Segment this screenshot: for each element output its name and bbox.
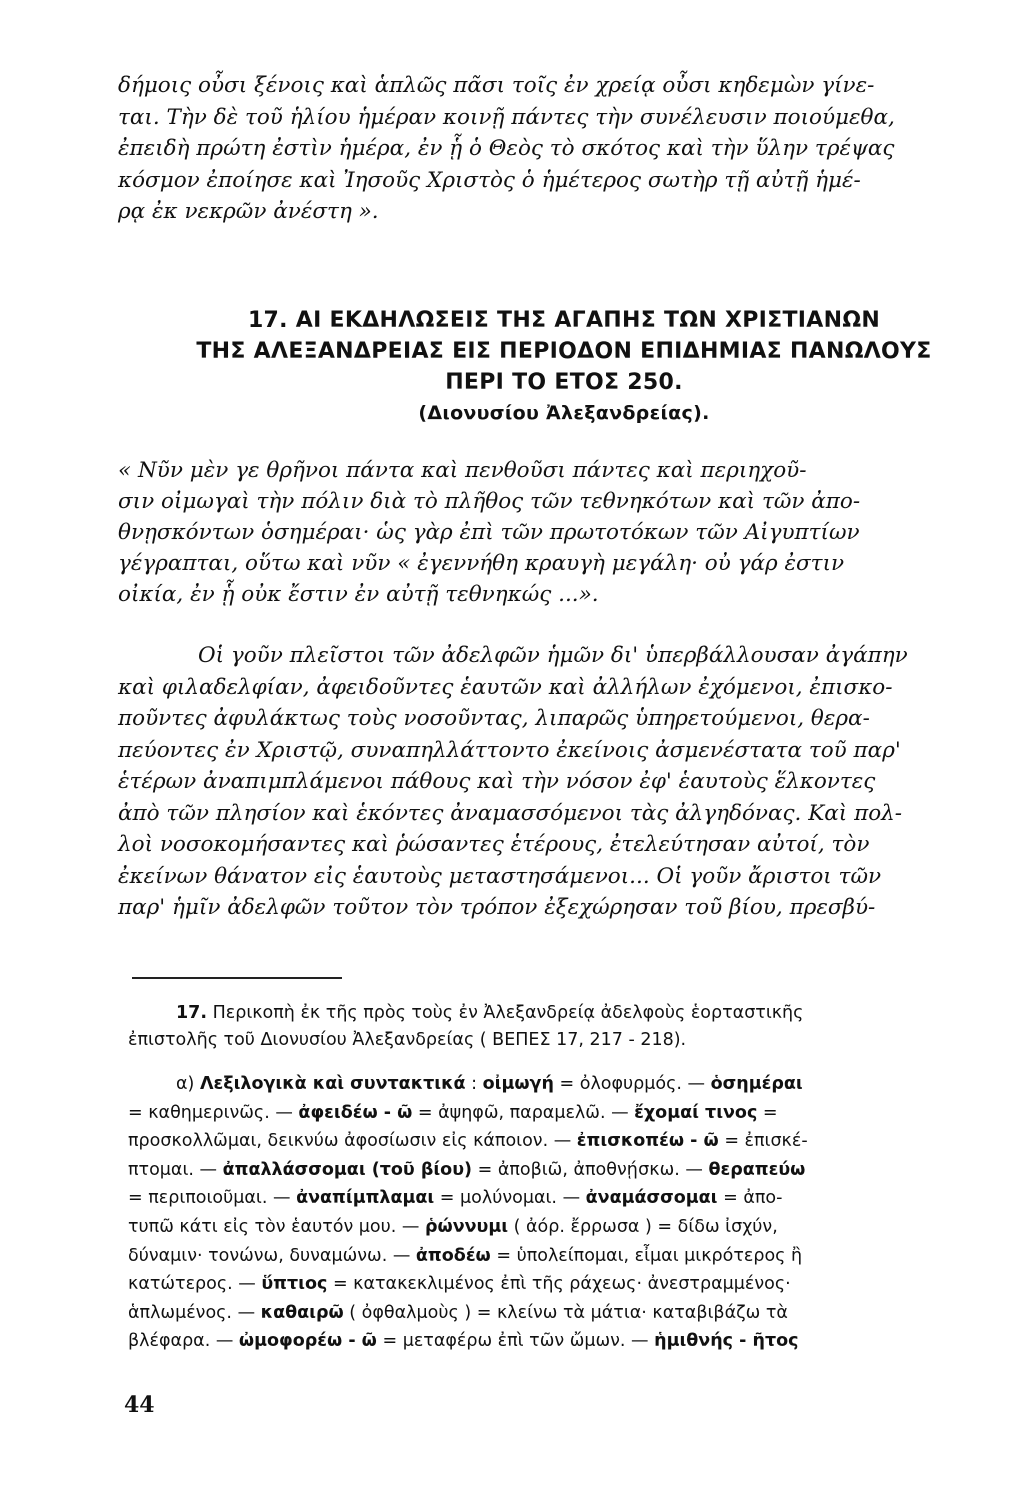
vocab-term: ἀποδέω: [415, 1245, 491, 1266]
text-line: καὶ φιλαδελφίαν, ἀφειδοῦντες ἑαυτῶν καὶ ἀλλήλων ἐχόμενοι, ἐπισκο-: [118, 674, 893, 700]
main-paragraph: [118, 640, 1008, 924]
vocab-def: προσκολλῶμαι, δεικνύω ἀφοσίωσιν εἰς κάποιον.: [128, 1131, 549, 1152]
vocab-def: κατώτερος.: [128, 1274, 233, 1295]
vocab-def: μολύνομαι.: [460, 1188, 557, 1209]
text-line: ται. Τὴν δὲ τοῦ ἡλίου ἡμέραν κοινῇ πάντες τὴν συνέλευσιν ποιούμεθα,: [118, 104, 895, 130]
text-line: σιν οἰμωγαὶ τὴν πόλιν διὰ τὸ πλῆθος τῶν τεθνηκότων καὶ τῶν ἀπο-: [118, 489, 861, 514]
vocab-def: δύναμιν· τονώνω, δυναμώνω.: [128, 1245, 388, 1266]
vocab-term: ἀφειδέω - ῶ: [298, 1102, 413, 1123]
text-line: « Νῦν μὲν γε θρῆνοι πάντα καὶ πενθοῦσι πάντες καὶ περιηχοῦ-: [118, 458, 807, 483]
vocab-term: ἀναμάσσομαι: [585, 1188, 718, 1209]
vocab-def: κατακεκλιμένος ἐπὶ τῆς ράχεως· ἀνεστραμμένος·: [353, 1274, 791, 1295]
vocabulary-notes: α) Λεξιλογικὰ καὶ συντακτικά : οἰμωγή = ὀλοφυρμός. — ὁσημέραι = καθημερινῶς. — ἀφειδέω - ῶ = ἀψηφῶ, παραμελῶ. — ἔχομαί τινος = προσκολλῶμαι, δεικνύω ἀφοσίωσιν εἰς κάποιον. — ἐπισκοπέω - ῶ = ἐπισκέ- πτομαι. — ἀπαλλάσσομαι (τοῦ βίου) = ἀποβιῶ, ἀποθνῄσκω. — θεραπεύω = περιποιοῦμαι. — ἀναπίμπλαμαι = μολύνομαι. — ἀναμάσσομαι = ἀπο- τυπῶ κάτι εἰς τὸν ἑαυτόν μου. — ῥώννυμι ( ἀόρ. ἔρρωσα ) = δίδω ἰσχύν, δύναμιν· τονώνω, δυναμώνω. — ἀποδέω = ὑπολείπομαι, εἶμαι μικρότερος ἢ κατώτερος. — ὕπτιος = κατακεκλιμένος ἐπὶ τῆς ράχεως· ἀνεστραμμένος· ἁπλωμένος. — καθαιρῶ ( ὀφθαλμοὺς ) = κλείνω τὰ μάτια· καταβιβάζω τὰ βλέφαρα. — ὠμοφορέω - ῶ = μεταφέρω ἐπὶ τῶν ὤμων. — ἡμιθνής - ῆτος: [128, 1074, 808, 1352]
vocab-def: ὀλοφυρμός.: [579, 1074, 682, 1094]
vocab-def: βλέφαρα.: [128, 1331, 211, 1352]
vocab-def: ( ὀφθαλμοὺς ) = κλείνω τὰ μάτια· καταβιβάζω τὰ: [349, 1302, 788, 1323]
footnote-number: 17.: [176, 1003, 208, 1023]
footnote-text: ἐπιστολῆς τοῦ Διονυσίου Ἀλεξανδρείας ( ΒΕΠΕΣ 17, 217 - 218).: [128, 1030, 687, 1050]
vocab-label: α): [176, 1074, 195, 1094]
vocab-term: ἀπαλλάσσομαι (τοῦ βίου): [222, 1159, 473, 1180]
footnote-text: Περικοπὴ ἐκ τῆς πρὸς τοὺς ἐν Ἀλεξανδρείᾳ ἀδελφοὺς ἑορταστικῆς: [212, 1003, 804, 1023]
vocab-def: ἁπλωμένος.: [128, 1302, 232, 1323]
vocab-term: ἐπισκοπέω - ῶ: [576, 1131, 719, 1152]
vocab-heading: Λεξιλογικὰ καὶ συντακτικά: [199, 1074, 466, 1094]
vocab-term: θεραπεύω: [708, 1159, 806, 1180]
vocab-def: τυπῶ κάτι εἰς τὸν ἑαυτόν μου.: [128, 1216, 397, 1237]
vocab-def: ἀπο-: [743, 1188, 783, 1209]
quote-paragraph: [118, 455, 1008, 610]
vocab-term: ὕπτιος: [261, 1274, 328, 1295]
vocab-term: καθαιρῶ: [260, 1302, 344, 1323]
text-line: ἀπὸ τῶν πλησίον καὶ ἑκόντες ἀναμασσόμενοι τὰς ἀλγηδόνας. Καὶ πολ-: [118, 800, 903, 826]
vocab-term: ὠμοφορέω - ῶ: [238, 1331, 377, 1352]
text-line: ἐπειδὴ πρώτη ἐστὶν ἡμέρα, ἐν ᾗ ὁ Θεὸς τὸ σκότος καὶ τὴν ὕλην τρέψας: [118, 136, 895, 161]
section-title-line-3: ΠΕΡΙ ΤΟ ΕΤΟΣ 250.: [445, 370, 683, 395]
vocab-def: ἀψηφῶ, παραμελῶ.: [438, 1102, 606, 1123]
text-line: πεύοντες ἐν Χριστῷ, συναπηλλάττοντο ἐκείνοις ἀσμενέστατα τοῦ παρ': [118, 737, 901, 763]
text-line: λοὶ νοσοκομήσαντες καὶ ῥώσαντες ἑτέρους, ἐτελεύτησαν αὐτοί, τὸν: [118, 832, 870, 857]
footnote-divider: [132, 977, 342, 979]
continued-paragraph: [118, 70, 1008, 228]
vocab-term: ἡμιθνής - ῆτος: [654, 1331, 799, 1352]
text-line: κόσμον ἐποίησε καὶ Ἰησοῦς Χριστὸς ὁ ἡμέτερος σωτὴρ τῇ αὐτῇ ἡμέ-: [118, 167, 861, 193]
vocab-term: ῥώννυμι: [424, 1216, 509, 1237]
vocab-term: οἰμωγή: [482, 1074, 554, 1094]
footnote: [128, 1000, 988, 1054]
text-line: παρ' ἡμῖν ἀδελφῶν τοῦτον τὸν τρόπον ἐξεχώρησαν τοῦ βίου, πρεσβύ-: [118, 895, 876, 920]
vocab-term: ἔχομαί τινος: [634, 1102, 758, 1123]
vocab-def: πτομαι.: [128, 1159, 194, 1180]
vocab-def: μεταφέρω ἐπὶ τῶν ὤμων.: [402, 1331, 626, 1352]
vocab-def: ( ἀόρ. ἔρρωσα ) = δίδω ἰσχύν,: [513, 1216, 778, 1237]
vocab-term: ἀναπίμπλαμαι: [296, 1188, 435, 1209]
text-line: Οἱ γοῦν πλεῖστοι τῶν ἀδελφῶν ἡμῶν δι' ὑπερβάλλουσαν ἀγάπην: [198, 643, 908, 668]
vocab-def: ἐπισκέ-: [744, 1131, 808, 1152]
section-source: (Διονυσίου Ἀλεξανδρείας).: [418, 402, 710, 424]
text-line: οἰκία, ἐν ᾗ οὐκ ἔστιν ἐν αὐτῇ τεθνηκώς ...».: [118, 582, 599, 607]
page-number: 44: [124, 1392, 155, 1418]
section-heading: [120, 305, 1008, 428]
text-line: ἑτέρων ἀναπιμπλάμενοι πάθους καὶ τὴν νόσον ἐφ' ἑαυτοὺς ἕλκοντες: [118, 769, 876, 794]
section-title-line-1: 17. ΑΙ ΕΚΔΗΛΩΣΕΙΣ ΤΗΣ ΑΓΑΠΗΣ ΤΩΝ ΧΡΙΣΤΙΑΝΩΝ: [247, 308, 881, 333]
text-line: ποῦντες ἀφυλάκτως τοὺς νοσοῦντας, λιπαρῶς ὑπηρετούμενοι, θερα-: [118, 706, 870, 731]
text-line: ἐκείνων θάνατον εἰς ἑαυτοὺς μεταστησάμενοι... Οἱ γοῦν ἄριστοι τῶν: [118, 863, 882, 889]
text-line: ρᾳ ἐκ νεκρῶν ἀνέστη ».: [118, 199, 379, 224]
text-line: θνῃσκόντων ὁσημέραι· ὡς γὰρ ἐπὶ τῶν πρωτοτόκων τῶν Αἰγυπτίων: [118, 520, 860, 545]
vocab-def: ὑπολείπομαι, εἶμαι μικρότερος ἢ: [516, 1245, 803, 1266]
section-title-line-2: ΤΗΣ ΑΛΕΞΑΝΔΡΕΙΑΣ ΕΙΣ ΠΕΡΙΟΔΟΝ ΕΠΙΔΗΜΙΑΣ ΠΑΝΩΛΟΥΣ: [196, 339, 932, 364]
vocab-def: ἀποβιῶ, ἀποθνῄσκω.: [497, 1159, 680, 1180]
vocab-term: ὁσημέραι: [710, 1074, 803, 1094]
text-line: γέγραπται, οὕτω καὶ νῦν « ἐγεννήθη κραυγὴ μεγάλη· οὐ γάρ ἐστιν: [118, 551, 845, 576]
vocab-def: περιποιοῦμαι.: [148, 1188, 268, 1209]
text-line: δήμοις οὖσι ξένοις καὶ ἁπλῶς πᾶσι τοῖς ἐν χρείᾳ οὖσι κηδεμὼν γίνε-: [118, 73, 875, 98]
vocab-def: καθημερινῶς.: [148, 1102, 270, 1123]
